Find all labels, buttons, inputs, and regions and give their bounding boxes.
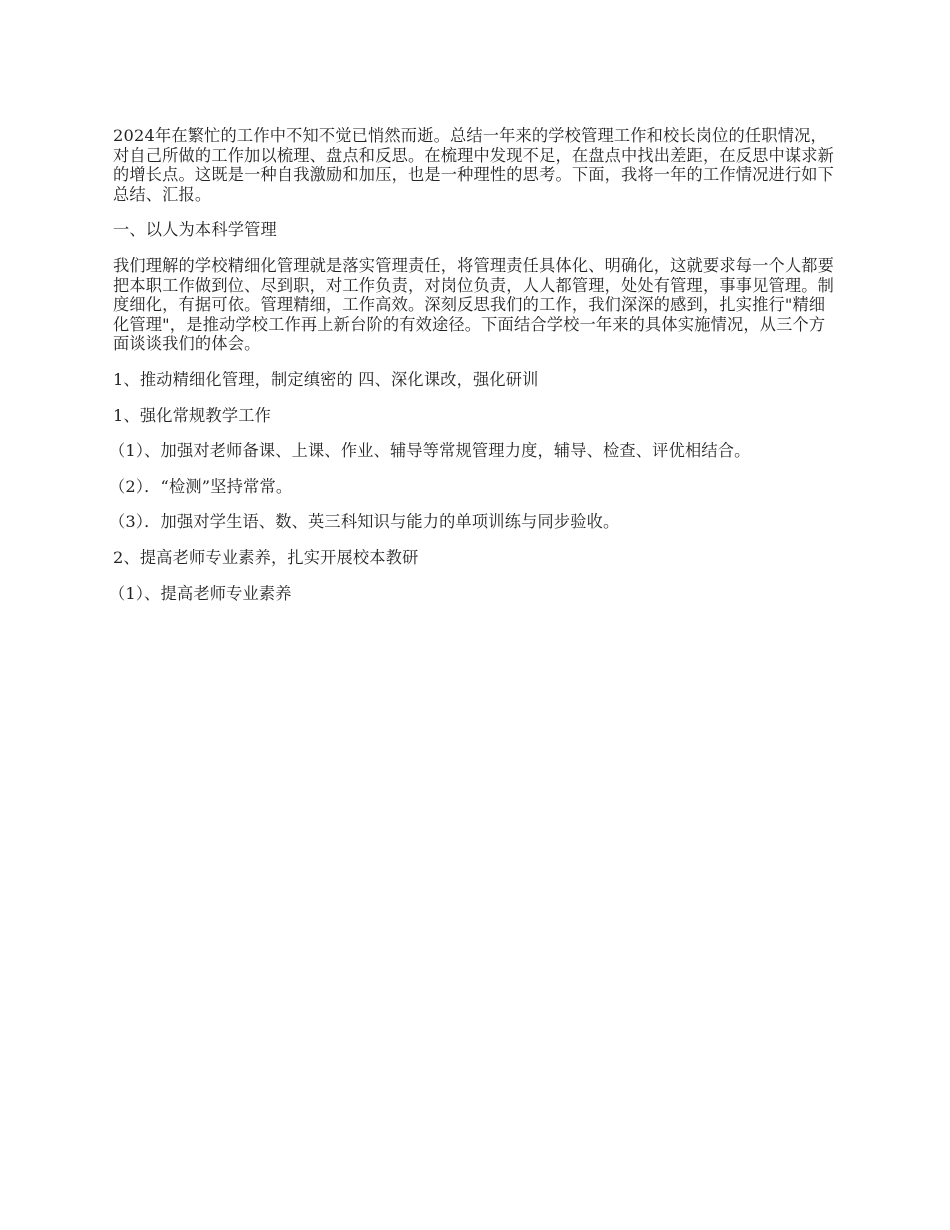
section-heading-1: 一、以人为本科学管理	[113, 220, 277, 240]
body-paragraph-management: 我们理解的学校精细化管理就是落实管理责任，将管理责任具体化、明确化，这就要求每一个人都要把本职工作做到位、尽到职，对工作负责，对岗位负责，人人都管理，处处有管理，事事见管理。制度细化，有据可依。管理精细，工作高效。深刻反思我们的工作，我们深深的感到，扎实推行"精细化管理"，是推动学校工作再上新台阶的有效途径。下面结合学校一年来的具体实施情况，从三个方面谈谈我们的体会。	[113, 255, 835, 354]
subheading-routine-teaching: 1、强化常规教学工作	[113, 405, 271, 425]
list-item-3: （3）．加强对学生语、数、英三科知识与能力的单项训练与同步验收。	[109, 512, 620, 532]
document-body	[109, 126, 838, 619]
list-item-2: （2）．“检测”坚持常常。	[109, 476, 293, 496]
intro-paragraph: 2024年在繁忙的工作中不知不觉已悄然而逝。总结一年来的学校管理工作和校长岗位的任职情况，对自己所做的工作加以梳理、盘点和反思。在梳理中发现不足，在盘点中找出差距，在反思中谋求新的增长点。这既是一种自我激励和加压，也是一种理性的思考。下面，我将一年的工作情况进行如下总结、汇报。	[113, 126, 835, 204]
subheading-teacher-quality: 2、提高老师专业素养，扎实开展校本教研	[113, 547, 419, 567]
subheading-refined-management: 1、推动精细化管理，制定缜密的 四、深化课改，强化研训	[113, 369, 539, 389]
list-item-teacher-quality: （1）、提高老师专业素养	[109, 583, 292, 603]
list-item-1: （1）、加强对老师备课、上课、作业、辅导等常规管理力度，辅导、检查、评优相结合。	[109, 441, 751, 461]
